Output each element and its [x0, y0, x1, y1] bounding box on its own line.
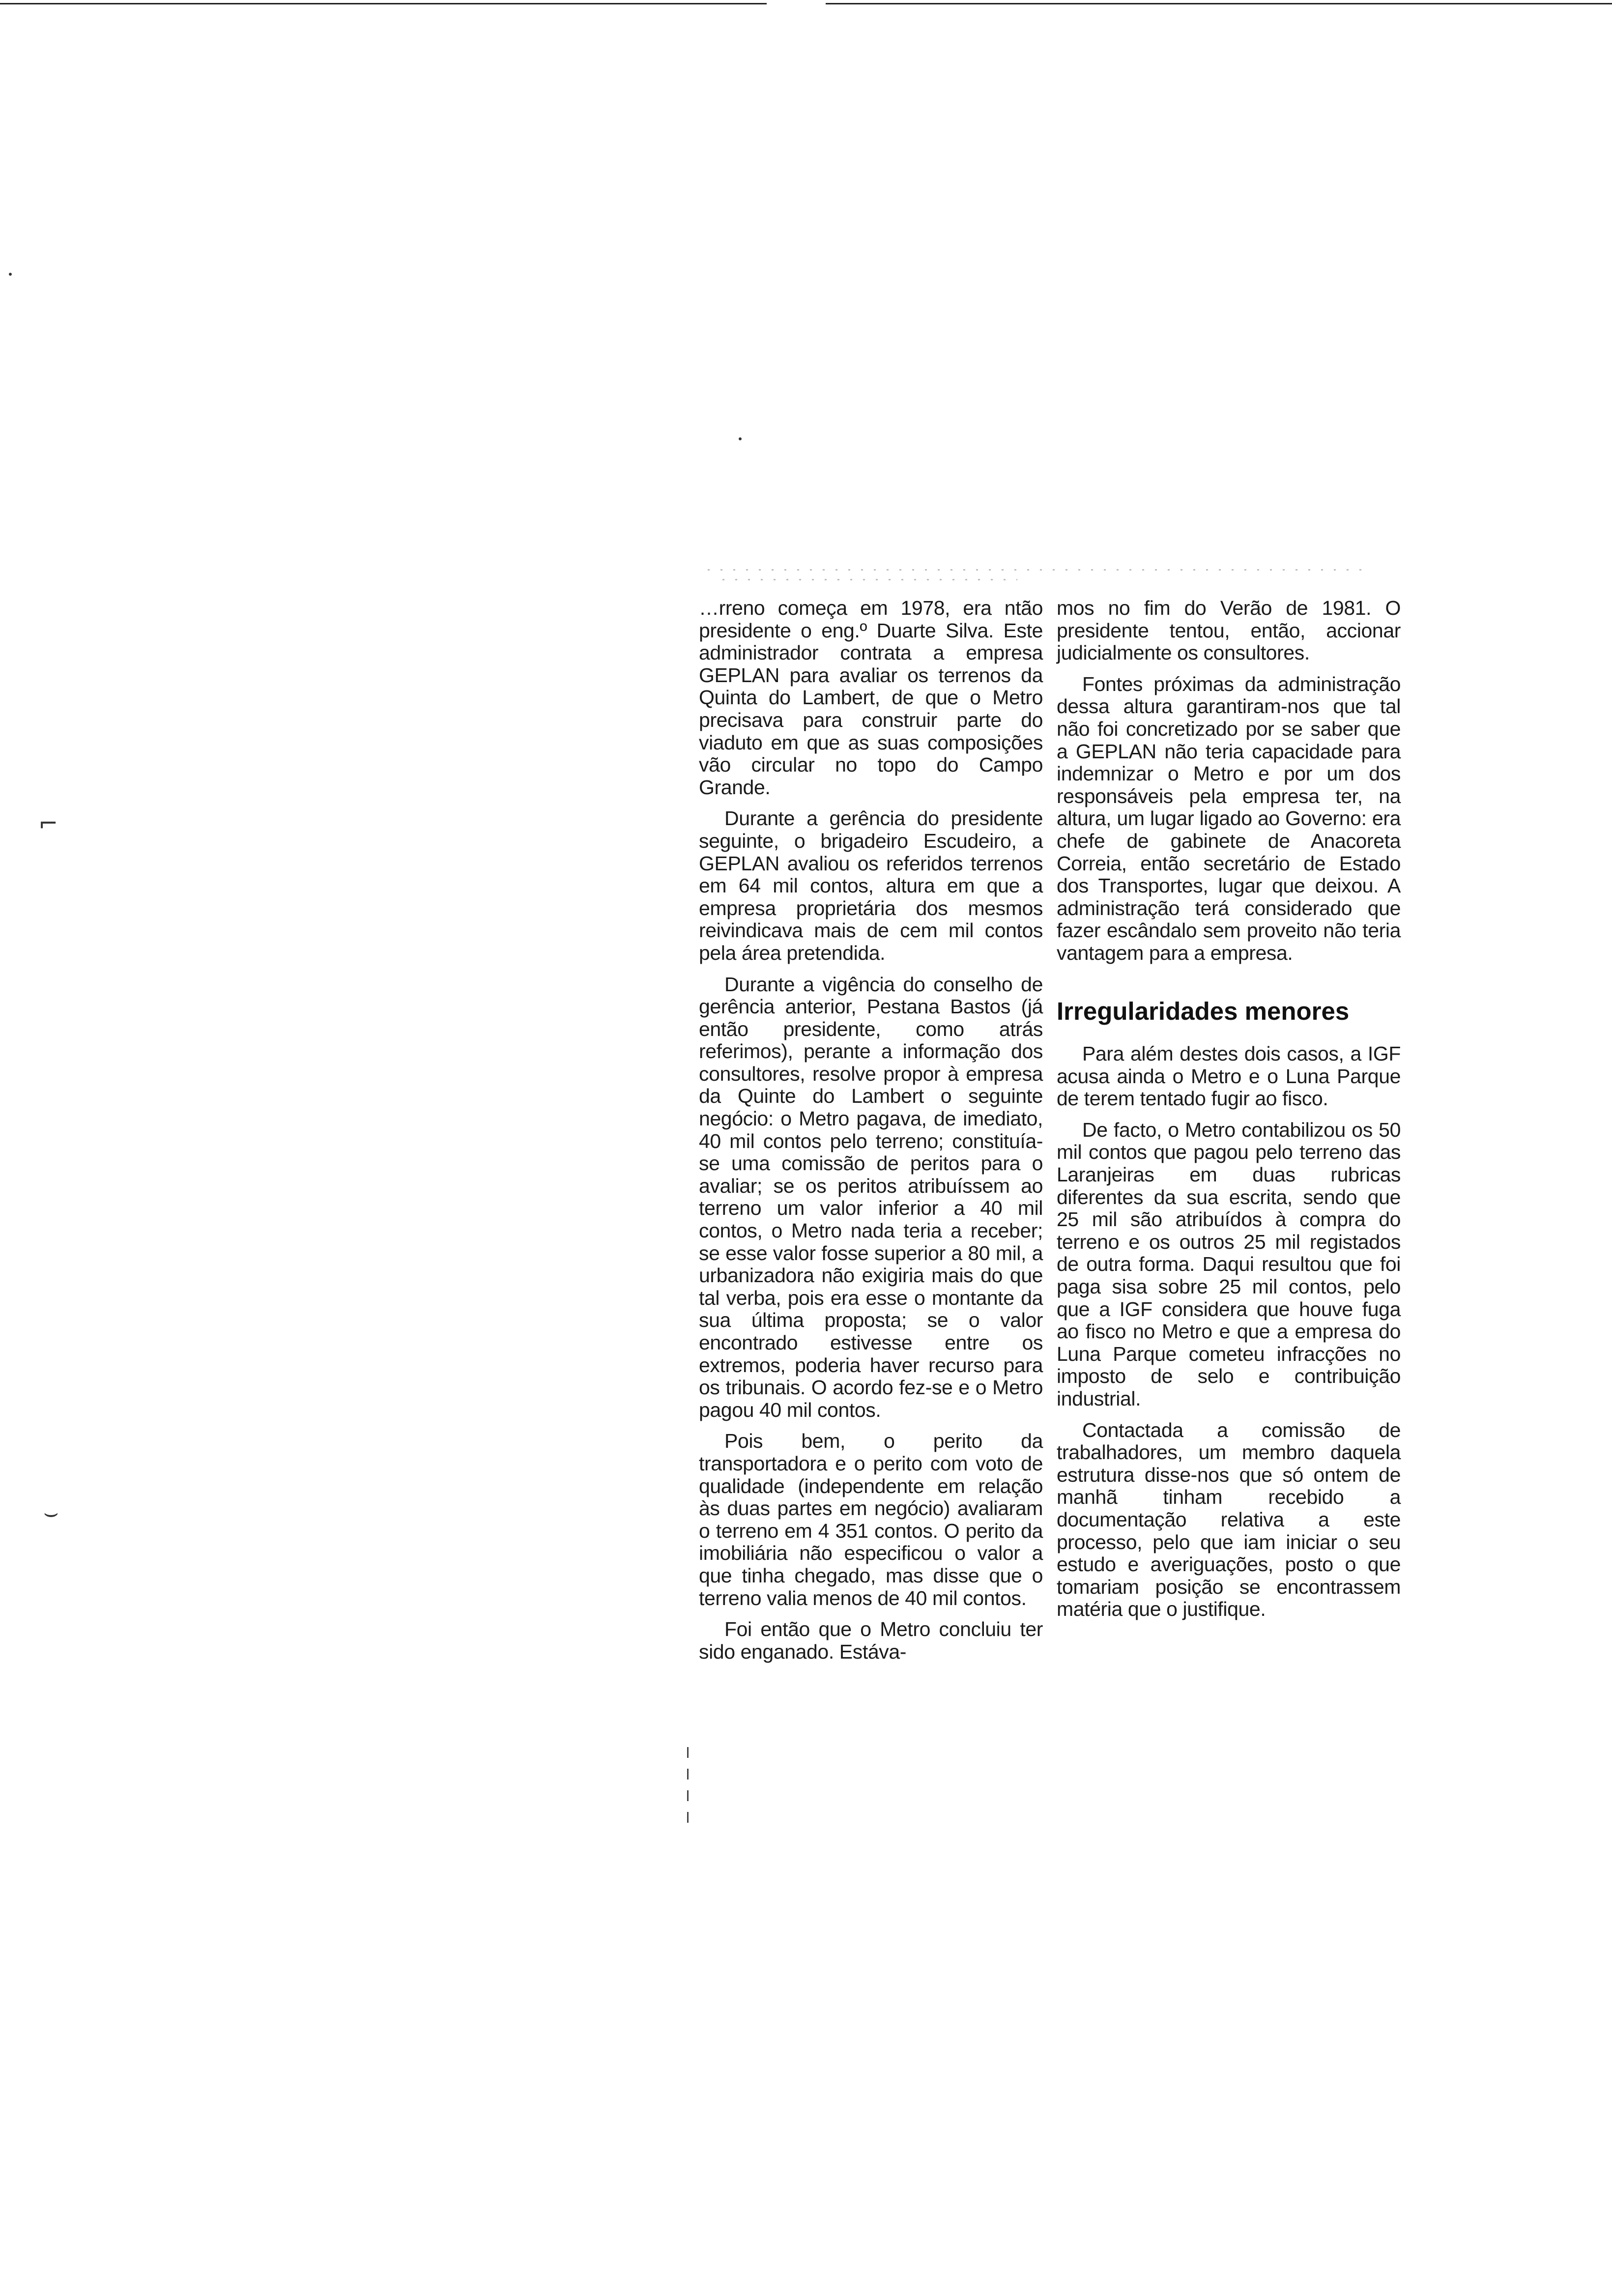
article-paragraph: Durante a gerência do presidente seguinte, o brigadeiro Escudeiro, a GEPLAN avaliou os referidos terrenos em 64 mil contos, altura em que a empresa proprietária dos mesmos reivindicava mais de cem mil contos pela área pretendida.	[699, 807, 1043, 964]
article-paragraph: Contactada a comissão de trabalhadores, um membro daquela estrutura disse-nos que só ontem de manhã tinham recebido a documentação relativa a este processo, pelo que iam iniciar o seu estudo e averiguações, posto o que tomariam posição se encontrassem matéria que o justifique.	[1057, 1418, 1401, 1621]
article-paragraph: Fontes próximas da administração dessa altura garantiram-nos que tal não foi concretizado por se saber que a GEPLAN não teria capacidade para indemnizar o Metro e por um dos responsáveis pela empresa ter, na altura, um lugar ligado ao Governo: era chefe de gabinete de Anacoreta Correia, então secretário de Estado dos Transportes, lugar que deixou. A administração terá considerado que fazer escândalo sem proveito não teria vantagem para a empresa.	[1057, 672, 1401, 964]
article-paragraph: Foi então que o Metro concluiu ter sido enganado. Estáva-	[699, 1618, 1043, 1663]
scan-speck	[739, 437, 742, 440]
article-paragraph: mos no fim do Verão de 1981. O presidente tentou, então, accionar judicialmente os consultores.	[1057, 597, 1401, 664]
scan-top-border-left	[0, 3, 767, 4]
article-paragraph: De facto, o Metro contabilizou os 50 mil contos que pagou pelo terreno das Laranjeiras em duas rubricas diferentes da sua escrita, sendo que 25 mil são atribuídos à compra do terreno e os outros 25 mil registados de outra forma. Daqui resultou que foi paga sisa sobre 25 mil contos, pelo que a IGF considera que houve fuga ao fisco no Metro e que a empresa do Luna Parque cometeu infracções no imposto de selo e contribuição industrial.	[1057, 1118, 1401, 1410]
section-heading: Irregularidades menores	[1057, 997, 1350, 1025]
article-paragraph: Para além destes dois casos, a IGF acusa ainda o Metro e o Luna Parque de terem tentado fugir ao fisco.	[1057, 1042, 1401, 1110]
scan-top-border-right	[826, 3, 1612, 4]
article-paragraph: …rreno começa em 1978, era ntão presidente o eng.º Duarte Silva. Este administrador contrata a empresa GEPLAN para avaliar os terrenos da Quinta do Lambert, de que o Metro precisava para construir parte do viaduto em que as suas composições vão circular no topo do Campo Grande.	[699, 597, 1043, 799]
scan-speck	[9, 273, 12, 276]
scan-noise-band	[722, 579, 1017, 580]
article-paragraph: Pois bem, o perito da transportadora e o perito com voto de qualidade (independente em relação às duas partes em negócio) avaliaram o terreno em 4 351 contos. O perito da imobiliária não especificou o valor a que tinha chegado, mas disse que o terreno valia menos de 40 mil contos.	[699, 1430, 1043, 1609]
article-right-column	[1057, 597, 1401, 1630]
scan-binder-marks	[687, 1747, 689, 1826]
scan-mark: ⌣	[43, 1499, 59, 1526]
article-left-column	[699, 597, 1043, 1672]
scan-noise-band	[708, 569, 1366, 571]
article-paragraph: Durante a vigência do conselho de gerência anterior, Pestana Bastos (já então presidente, como atrás referimos), perante a informação dos consultores, resolve propor à empresa da Quinte do Lambert o seguinte negócio: o Metro pagava, de imediato, 40 mil contos pelo terreno; constituía-se uma comissão de peritos para o avaliar; se os peritos atribuíssem ao terreno um valor inferior a 40 mil contos, o Metro nada teria a receber; se esse valor fosse superior a 80 mil, a urbanizadora não exigiria mais do que tal verba, pois era esse o montante da sua última proposta; se o valor encontrado estivesse entre os extremos, poderia haver recurso para os tribunais. O acordo fez-se e o Metro pagou 40 mil contos.	[699, 973, 1043, 1421]
scan-mark: ⌐	[38, 810, 58, 837]
